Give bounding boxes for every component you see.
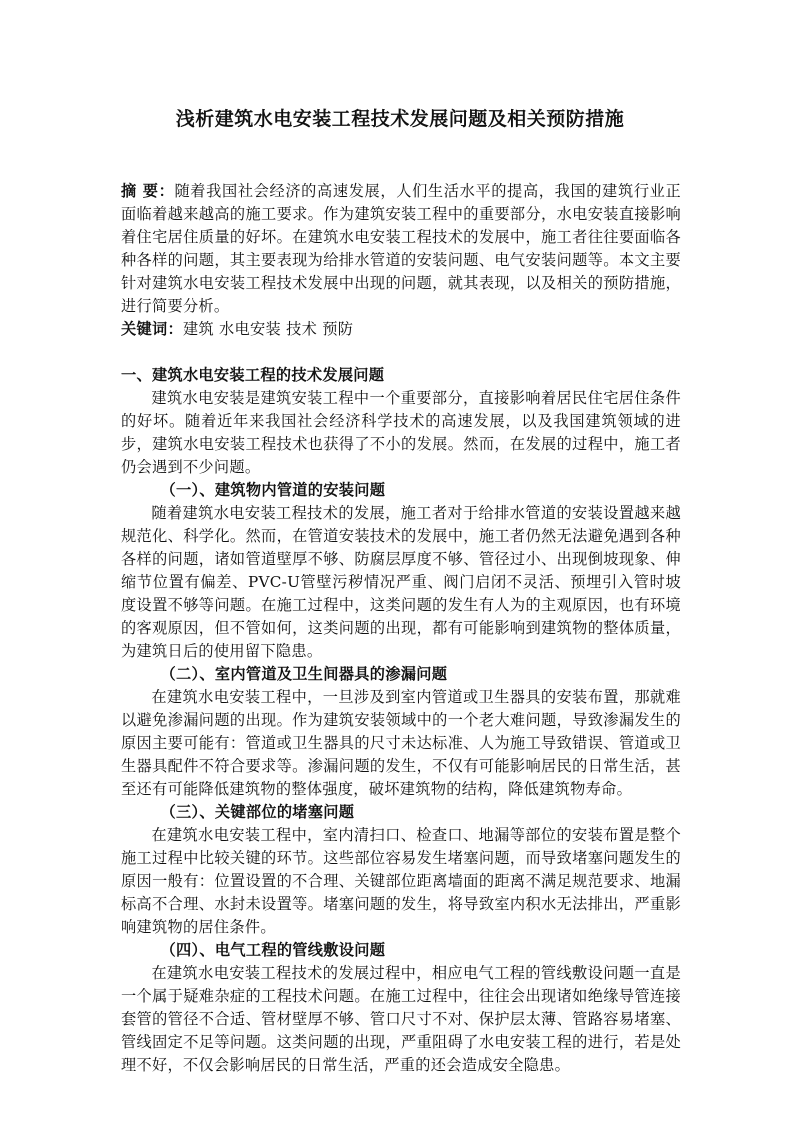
keywords-text: 建筑 水电安装 技术 预防	[182, 320, 354, 338]
subsection-heading: （一）、建筑物内管道的安装问题	[160, 481, 386, 499]
keywords-label: 关键词：	[121, 320, 183, 338]
subsection-paragraph: 在建筑水电安装工程技术的发展过程中，相应电气工程的管线敷设问题一直是一个属于疑难杂症的工程技术问题。在施工过程中，往往会出现诸如绝缘导管连接套管的管径不合适、管材壁厚不够、管口尺寸不对、保护层太薄、管路容易堵塞、管线固定不足等问题。这类问题的出现，严重阻碍了水电安装工程的进行，若是处理不好，不仅会影响居民的日常生活，严重的还会造成安全隐患。	[121, 964, 681, 1074]
section-heading: 一、建筑水电安装工程的技术发展问题	[121, 366, 385, 384]
subsection-paragraph: 在建筑水电安装工程中，室内清扫口、检查口、地漏等部位的安装布置是整个施工过程中比较关键的环节。这些部位容易发生堵塞问题，而导致堵塞问题发生的原因一般有：位置设置的不合理、关键部位距离墙面的距离不满足规范要求、地漏标高不合理、水封未设置等。堵塞问题的发生，将导致室内积水无法排出，严重影响建筑物的居住条件。	[121, 826, 681, 936]
subsection-paragraph: 在建筑水电安装工程中，一旦涉及到室内管道或卫生器具的安装布置，那就难以避免渗漏问题的出现。作为建筑安装领域中的一个老大难问题，导致渗漏发生的原因主要可能有：管道或卫生器具的尺寸未达标准、人为施工导致错误、管道或卫生器具配件不符合要求等。渗漏问题的发生，不仅有可能影响居民的日常生活，甚至还有可能降低建筑物的整体强度，破坏建筑物的结构，降低建筑物寿命。	[121, 688, 681, 798]
document-title: 浅析建筑水电安装工程技术发展问题及相关预防措施	[175, 108, 625, 130]
subsection-heading: （四）、电气工程的管线敷设问题	[160, 941, 386, 959]
subsection-paragraph: 随着建筑水电安装工程技术的发展，施工者对于给排水管道的安装设置越来越规范化、科学化。然而，在管道安装技术的发展中，施工者仍然无法避免遇到各种各样的问题，诸如管道壁厚不够、防腐层厚度不够、管径过小、出现倒坡现象、伸缩节位置有偏差、PVC-U管壁污秽情况严重、阀门启闭不灵活、预埋引入管时坡度设置不够等问题。在施工过程中，这类问题的发生有人为的主观原因，也有环境的客观原因，但不管如何，这类问题的出现，都有可能影响到建筑物的整体质量，为建筑日后的使用留下隐患。	[121, 504, 681, 660]
document-body	[121, 180, 681, 1077]
subsection-heading: （三）、关键部位的堵塞问题	[160, 803, 355, 821]
abstract	[121, 180, 681, 318]
keywords	[121, 318, 681, 341]
subsection-heading: （二）、室内管道及卫生间器具的渗漏问题	[160, 665, 448, 683]
abstract-text: 随着我国社会经济的高速发展，人们生活水平的提高，我国的建筑行业正面临着越来越高的施工要求。作为建筑安装工程中的重要部分，水电安装直接影响着住宅居住质量的好坏。在建筑水电安装工程技术的发展中，施工者往往要面临各种各样的问题，其主要表现为给排水管道的安装问题、电气安装问题等。本文主要针对建筑水电安装工程技术发展中出现的问题，就其表现，以及相关的预防措施，进行简要分析。	[121, 182, 681, 315]
abstract-label: 摘 要：	[121, 182, 175, 200]
section-paragraph: 建筑水电安装是建筑安装工程中一个重要部分，直接影响着居民住宅居住条件的好坏。随着近年来我国社会经济科学技术的高速发展，以及我国建筑领域的进步，建筑水电安装工程技术也获得了不小的发展。然而，在发展的过程中，施工者仍会遇到不少问题。	[121, 389, 681, 476]
